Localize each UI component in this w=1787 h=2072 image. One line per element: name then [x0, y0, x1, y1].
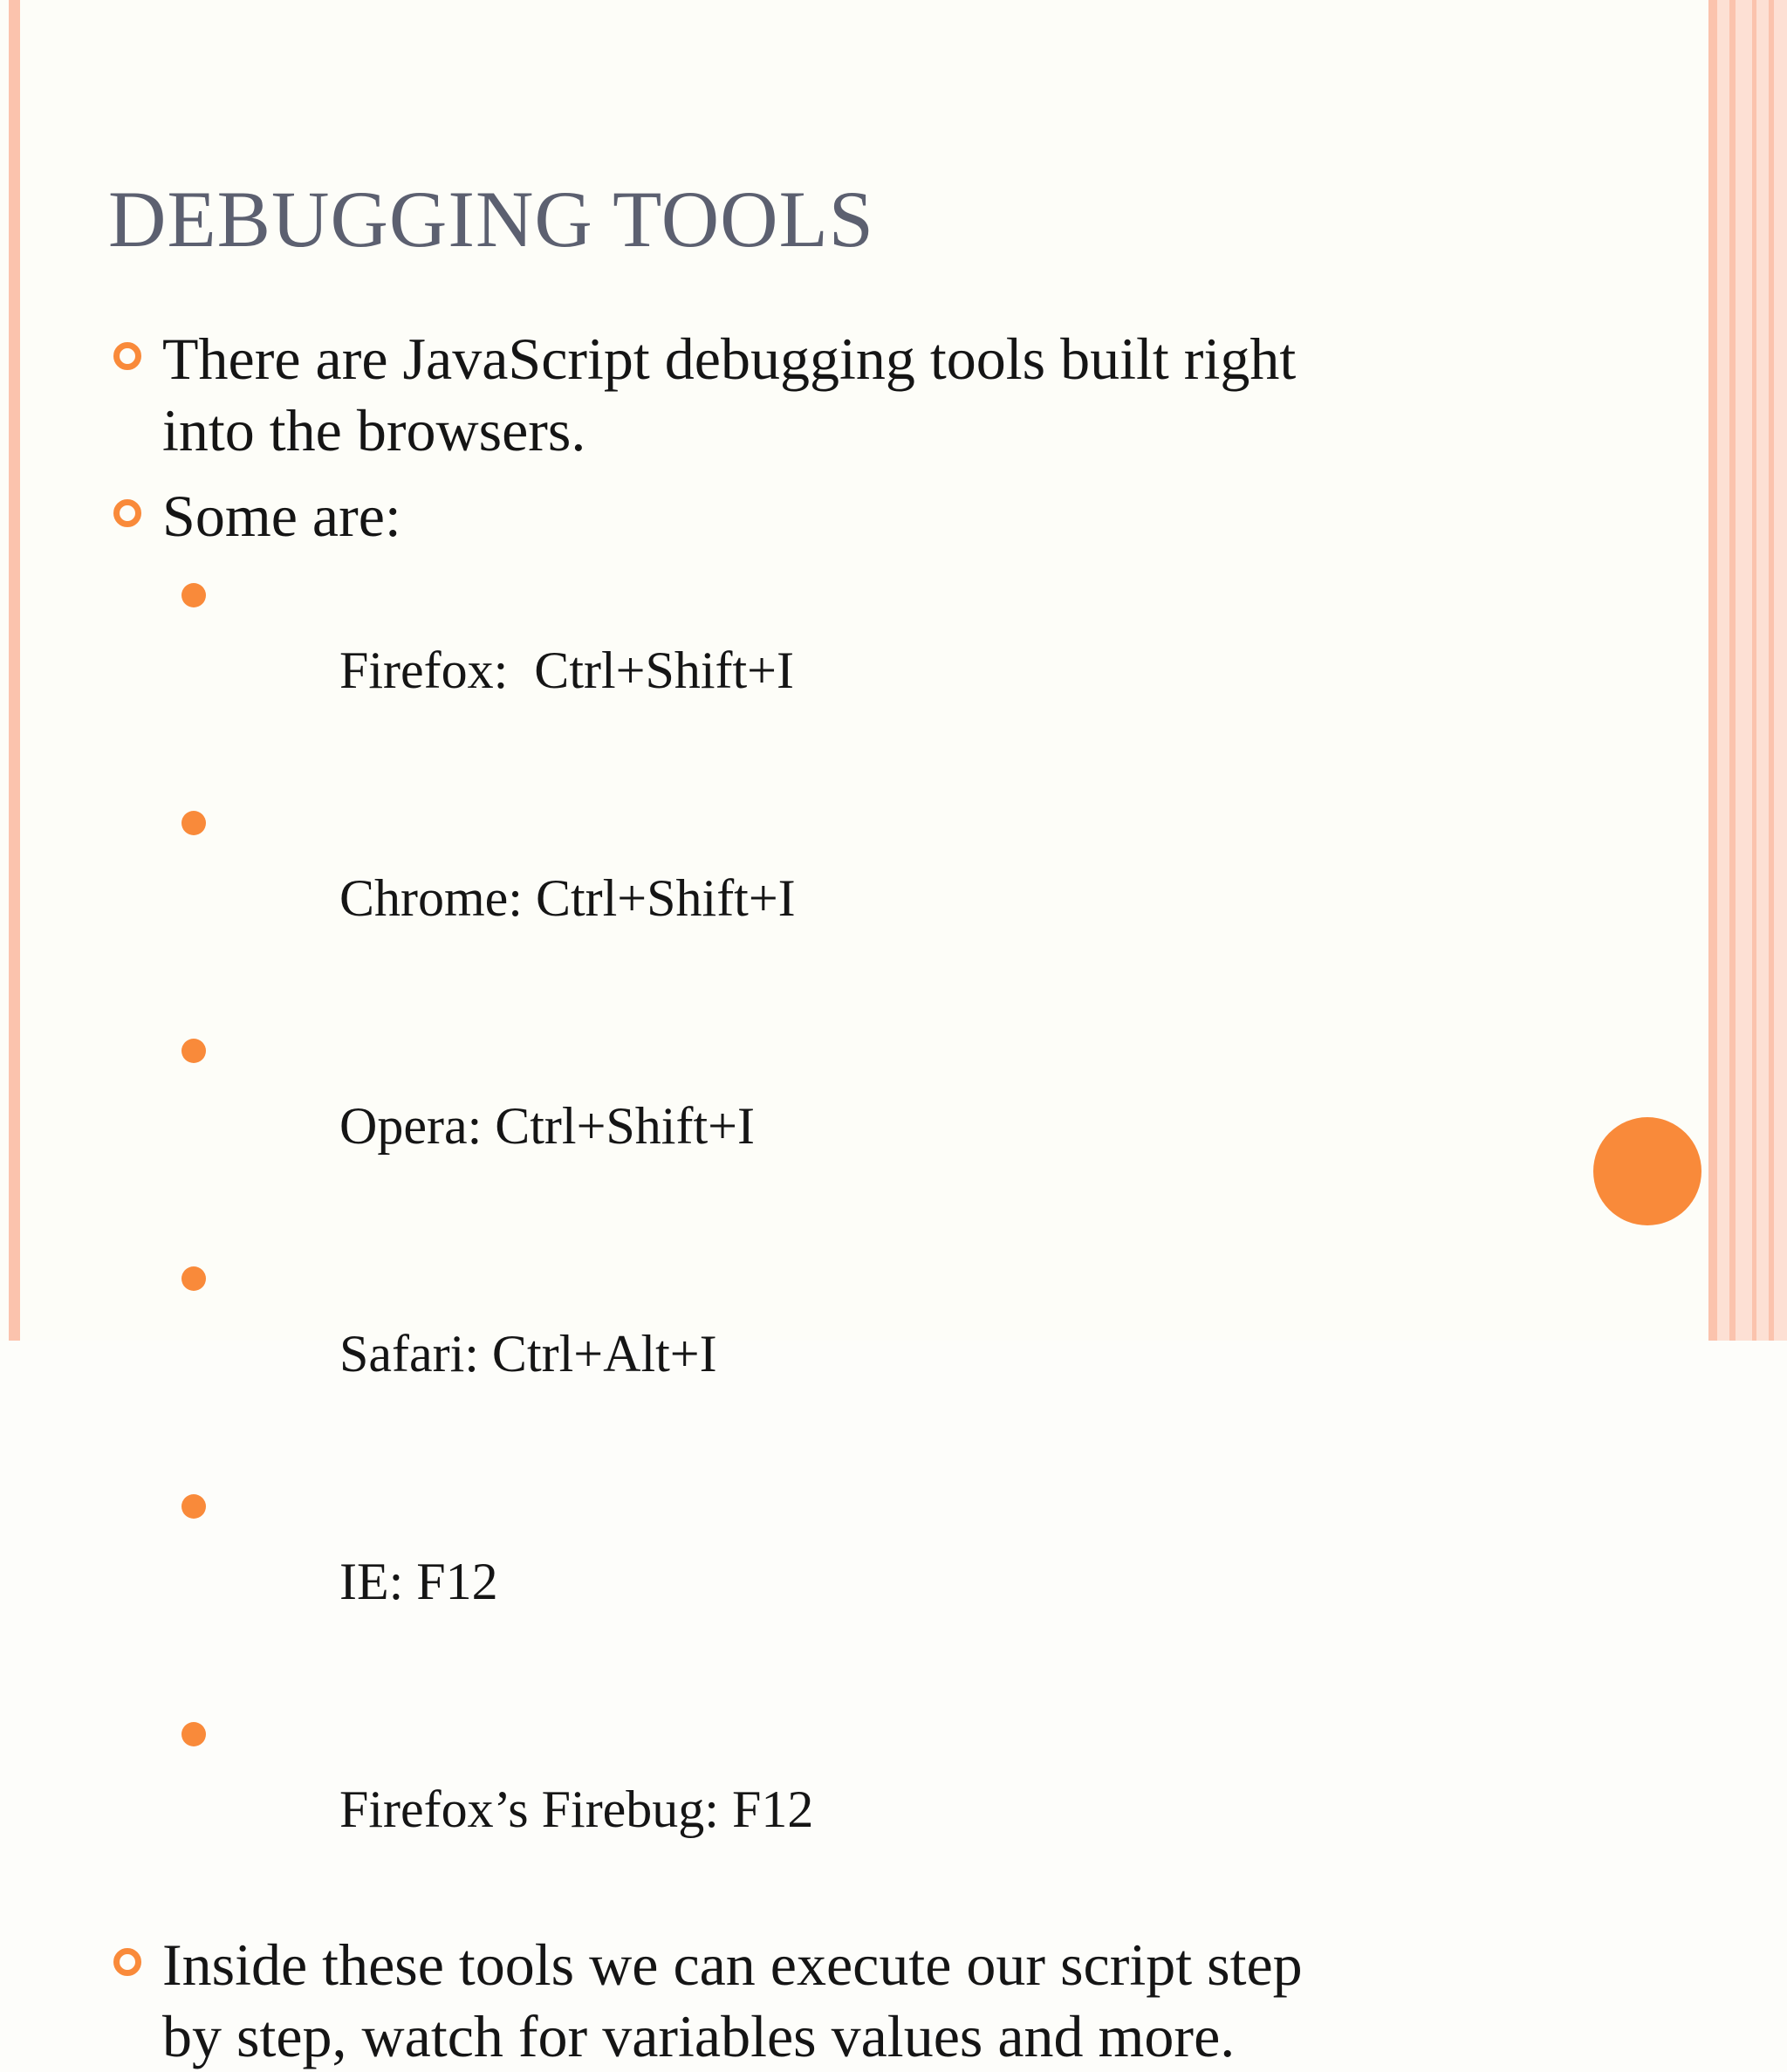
bullet-item [108, 323, 1522, 466]
bullet-item [108, 480, 1522, 552]
left-border-bar [9, 0, 20, 1341]
list-item [108, 1696, 1522, 1924]
list-item [108, 785, 1522, 1012]
dot-bullet-icon [181, 1039, 206, 1063]
bullet-text-line: There are JavaScript debugging tools built right [162, 326, 1297, 392]
bullet-text-line: Some are: [162, 483, 401, 549]
right-border-line-1 [1708, 0, 1717, 1341]
list-item [108, 1012, 1522, 1240]
right-border-band [1708, 0, 1787, 1341]
ring-bullet-icon [113, 1948, 141, 1976]
right-border-line-2 [1729, 0, 1736, 1341]
bullet-text-line: into the browsers. [162, 397, 586, 463]
dot-bullet-icon [181, 1266, 206, 1291]
right-border-line-4 [1769, 0, 1774, 1341]
dot-bullet-icon [181, 583, 206, 607]
bullet-text-line: Inside these tools we can execute our script step [162, 1931, 1303, 1998]
list-item-text: Safari: Ctrl+Alt+I [339, 1325, 717, 1382]
list-item-text: IE: F12 [339, 1553, 498, 1610]
list-item-text: Chrome: Ctrl+Shift+I [339, 869, 796, 927]
list-item [108, 557, 1522, 785]
dot-bullet-icon [181, 1494, 206, 1519]
list-item [108, 1240, 1522, 1468]
ring-bullet-icon [113, 342, 141, 370]
list-item-text: Firefox: Ctrl+Shift+I [339, 641, 794, 699]
dot-bullet-icon [181, 811, 206, 835]
decorative-circle [1593, 1117, 1701, 1225]
slide-title: DEBUGGING TOOLS [108, 175, 874, 264]
bullet-text-line: by step, watch for variables values and more. [162, 2003, 1236, 2069]
list-item-text: Opera: Ctrl+Shift+I [339, 1097, 755, 1155]
dot-bullet-icon [181, 1722, 206, 1746]
ring-bullet-icon [113, 499, 141, 527]
right-border-line-3 [1752, 0, 1756, 1341]
list-item [108, 1468, 1522, 1696]
list-item-text: Firefox’s Firebug: F12 [339, 1780, 814, 1838]
bullet-list [108, 323, 1522, 2072]
bullet-item [108, 1929, 1522, 2072]
browser-shortcut-list [108, 557, 1522, 1924]
